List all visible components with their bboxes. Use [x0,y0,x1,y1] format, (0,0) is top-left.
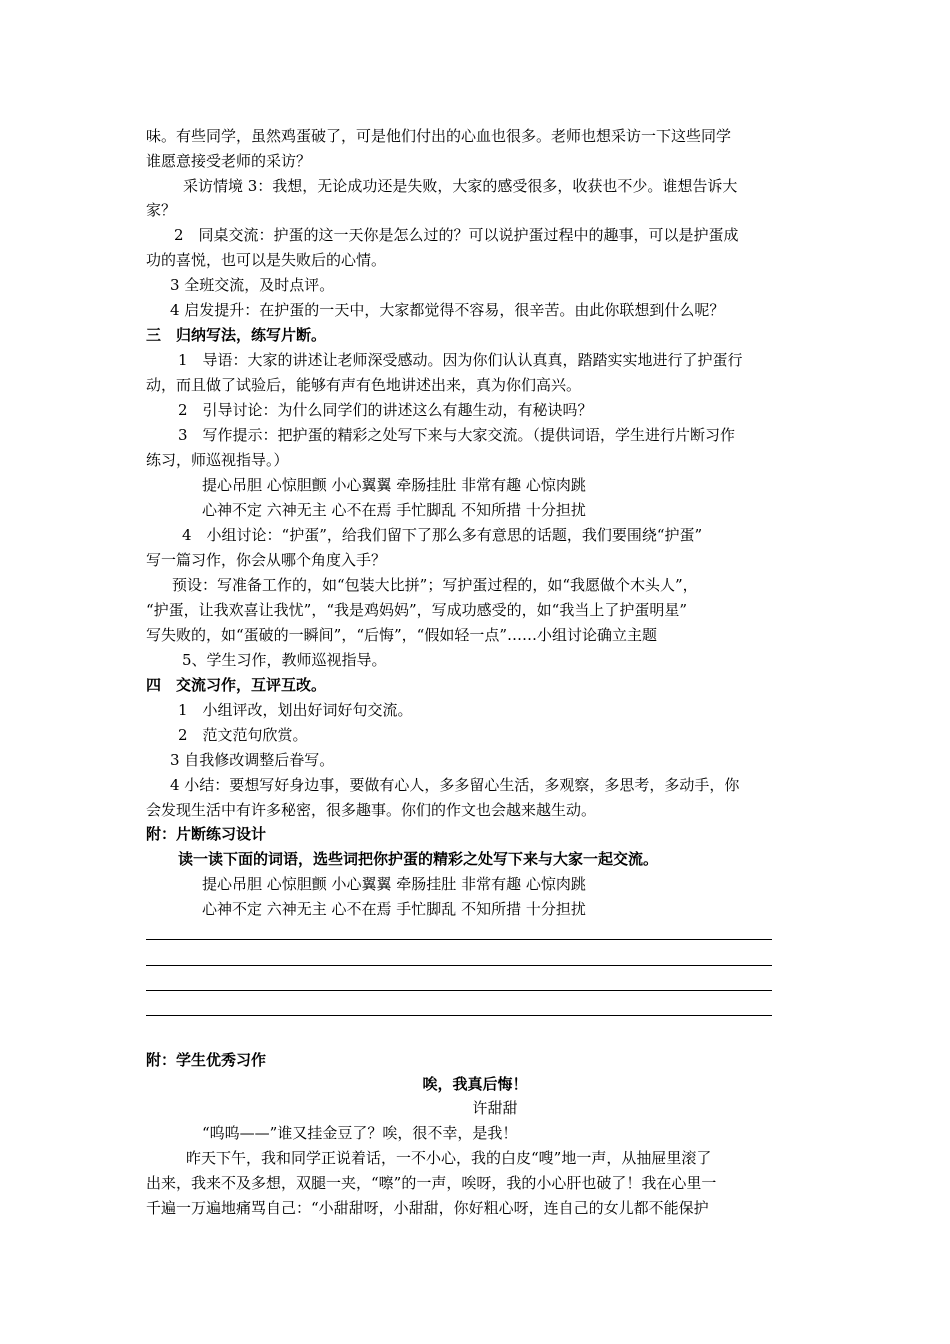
paragraph-line: 4 启发提升：在护蛋的一天中，大家都觉得不容易，很辛苦。由此你联想到什么呢？ [170,301,725,319]
paragraph-line: 5、学生习作，教师巡视指导。 [182,651,387,669]
paragraph-line: 3 全班交流，及时点评。 [170,276,335,294]
writing-line [146,1015,772,1016]
word-list-line: 提心吊胆 心惊胆颤 小心翼翼 牵肠挂肚 非常有趣 心惊肉跳 [202,476,586,494]
paragraph-line: “护蛋，让我欢喜让我忧”，“我是鸡妈妈”，写成功感受的，如“我当上了护蛋明星” [146,601,688,619]
section-heading: 附：片断练习设计 [146,825,267,843]
paragraph-line: 1 导语：大家的讲述让老师深受感动。因为你们认认真真，踏踏实实地进行了护蛋行 [178,351,743,369]
word-list-line: 心神不定 六神无主 心不在焉 手忙脚乱 不知所措 十分担扰 [202,501,586,519]
writing-line [146,965,772,966]
paragraph-line: 采访情境 3：我想，无论成功还是失败，大家的感受很多，收获也不少。谁想告诉大 [183,177,738,195]
paragraph-line: 家？ [146,201,177,219]
paragraph-line: 昨天下午，我和同学正说着话，一不小心，我的白皮“嗖”地一声，从抽屉里滚了 [186,1149,712,1167]
paragraph-line: 1 小组评改，划出好词好句交流。 [178,701,413,719]
paragraph-line: 会发现生活中有许多秘密，很多趣事。你们的作文也会越来越生动。 [146,801,597,819]
paragraph-line: 4 小组讨论：“护蛋”，给我们留下了那么多有意思的话题，我们要围绕“护蛋” [182,526,703,544]
writing-line [146,939,772,940]
paragraph-line: 千遍一万遍地痛骂自己：“小甜甜呀，小甜甜，你好粗心呀，连自己的女儿都不能保护 [146,1199,709,1217]
paragraph-line: 写失败的，如“蛋破的一瞬间”，“后悔”，“假如轻一点”……小组讨论确立主题 [146,626,658,644]
paragraph-line: 2 引导讨论：为什么同学们的讲述这么有趣生动，有秘诀吗？ [178,401,593,419]
paragraph-line: 练习，师巡视指导。） [146,451,289,469]
word-list-line: 提心吊胆 心惊胆颤 小心翼翼 牵肠挂肚 非常有趣 心惊肉跳 [202,875,586,893]
essay-author: 许甜甜 [472,1099,518,1117]
section-heading: 附：学生优秀习作 [146,1051,267,1069]
paragraph-line: 4 小结：要想写好身边事，要做有心人，多多留心生活，多观察，多思考，多动手，你 [170,776,740,794]
section-heading: 三 归纳写法，练写片断。 [146,326,327,344]
paragraph-line: 动，而且做了试验后，能够有声有色地讲述出来，真为你们高兴。 [146,376,582,394]
paragraph-line: 味。有些同学，虽然鸡蛋破了，可是他们付出的心血也很多。老师也想采访一下这些同学 [146,127,732,145]
essay-title: 唉，我真后悔！ [422,1075,528,1093]
paragraph-line: 3 自我修改调整后眷写。 [170,751,335,769]
writing-line [146,990,772,991]
paragraph-line: 谁愿意接受老师的采访？ [146,152,312,170]
paragraph-line: 2 范文范句欣赏。 [178,726,308,744]
paragraph-line: 出来，我来不及多想，双腿一夹，“嚓”的一声，唉呀，我的小心肝也破了！我在心里一 [146,1174,717,1192]
paragraph-line: 功的喜悦，也可以是失败后的心情。 [146,251,387,269]
section-heading: 四 交流习作，互评互改。 [146,676,327,694]
paragraph-line: 2 同桌交流：护蛋的这一天你是怎么过的？可以说护蛋过程中的趣事，可以是护蛋成 [174,226,739,244]
paragraph-line: 3 写作提示：把护蛋的精彩之处写下来与大家交流。（提供词语，学生进行片断习作 [178,426,736,444]
instruction-line: 读一读下面的词语，选些词把你护蛋的精彩之处写下来与大家一起交流。 [178,850,659,868]
paragraph-line: “呜呜——”谁又挂金豆了？唉，很不幸，是我！ [202,1124,518,1142]
paragraph-line: 预设：写准备工作的，如“包装大比拼”；写护蛋过程的，如“我愿做个木头人”， [172,576,698,594]
word-list-line: 心神不定 六神无主 心不在焉 手忙脚乱 不知所措 十分担扰 [202,900,586,918]
paragraph-line: 写一篇习作，你会从哪个角度入手？ [146,551,387,569]
